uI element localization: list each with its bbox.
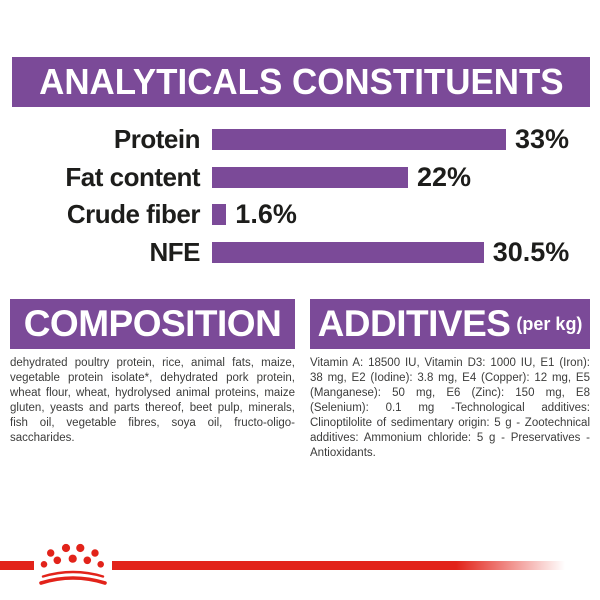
additives-title-suffix: (per kg) xyxy=(516,313,583,334)
footer-band-right-fade xyxy=(112,561,565,570)
analyticals-header-bar xyxy=(12,57,590,107)
chart-row xyxy=(0,196,600,234)
chart-bar xyxy=(212,204,226,225)
chart-category-label: Crude fiber xyxy=(66,199,200,230)
chart-value-label: 30.5% xyxy=(492,236,570,267)
chart-value-label: 1.6% xyxy=(235,199,297,230)
chart-category-label: Protein xyxy=(113,124,200,155)
additives-title: ADDITIVES xyxy=(317,303,511,344)
chart-bar xyxy=(212,167,408,188)
footer-band-left xyxy=(0,561,34,570)
composition-title: COMPOSITION xyxy=(23,303,282,344)
composition-header-bar xyxy=(10,299,295,349)
additives-header-bar xyxy=(310,299,590,349)
composition-section xyxy=(10,299,295,446)
additives-section xyxy=(310,299,590,461)
analyticals-title: ANALYTICALS CONSTITUENTS xyxy=(38,61,564,102)
chart-value-label: 22% xyxy=(417,161,472,192)
chart-category-label: Fat content xyxy=(65,161,200,192)
composition-body-text: dehydrated poultry protein, rice, animal fats, maize, vegetable protein isolate*, dehydrated pork protein, wheat flour, wheat, hydrolysed animal proteins, maize gluten, yeasts and parts thereof, beet pulp, minerals, fish oil, vegetable fibres, soya oil, fructo-oligo-saccharides. xyxy=(10,357,295,444)
chart-value-label: 33% xyxy=(515,124,570,155)
additives-body-text: Vitamin A: 18500 IU, Vitamin D3: 1000 IU, E1 (Iron): 38 mg, E2 (Iodine): 3.8 mg, E4 (Copper): 12 mg, E5 (Manganese): 50 mg, E6 (Zinc): 150 mg, E8 (Selenium): 0.1 mg -Technological additives: Clinoptilolite of sedimentary origin: 5 g - Zootechnical additives: Ammonium chloride: 5 g - Preservatives - Antioxidants. xyxy=(310,357,590,459)
chart-category-label: NFE xyxy=(149,236,200,267)
chart-row xyxy=(0,121,600,159)
chart-row xyxy=(0,159,600,197)
chart-bar xyxy=(212,242,484,263)
chart-bar xyxy=(212,129,506,150)
royal-canin-crown-icon xyxy=(36,542,110,590)
constituents-bar-chart xyxy=(0,121,600,271)
chart-row xyxy=(0,234,600,272)
